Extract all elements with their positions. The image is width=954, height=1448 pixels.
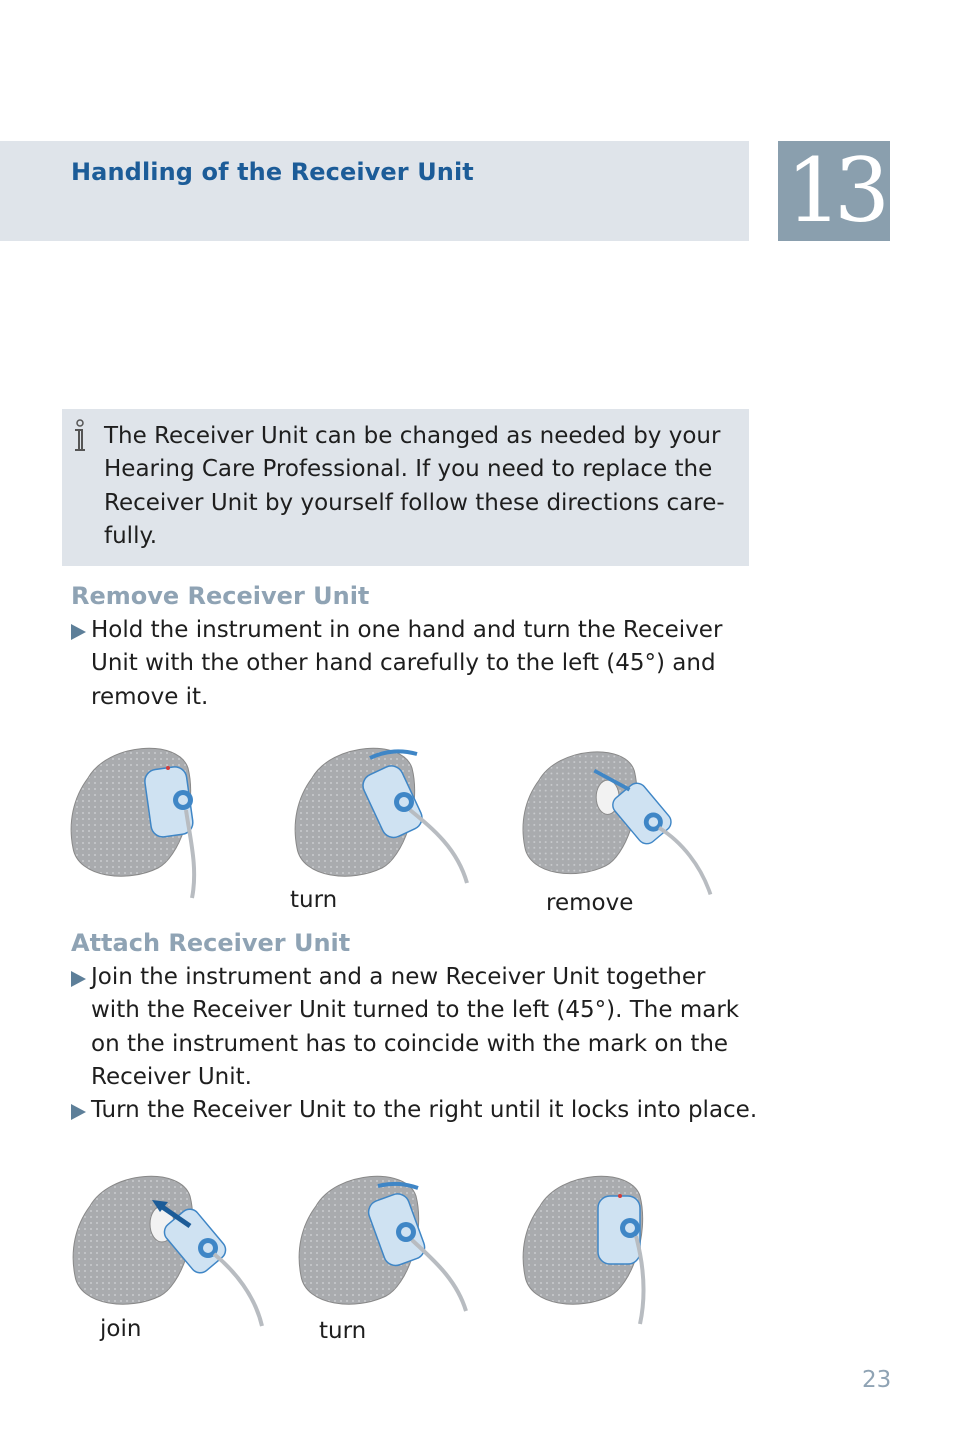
figure-turn-receiver xyxy=(292,738,492,908)
figure-locked-receiver xyxy=(520,1166,720,1336)
caption-join: join xyxy=(100,1316,142,1342)
attach-step-2-text: Turn the Receiver Unit to the right until it locks into place. xyxy=(91,1097,758,1123)
bullet-arrow-icon xyxy=(71,1104,86,1120)
attach-step-1 xyxy=(71,961,751,1094)
chapter-number: 13 xyxy=(786,141,882,241)
caption-turn-lock: turn xyxy=(319,1318,367,1344)
attach-section-heading: Attach Receiver Unit xyxy=(71,929,351,957)
chapter-badge xyxy=(778,141,890,241)
info-icon xyxy=(72,419,88,455)
attach-step-2 xyxy=(71,1094,781,1127)
info-note-text: The Receiver Unit can be changed as needed by your Hearing Care Professional. If you need to replace the Receiver Unit by yourself follow these directions care-fully. xyxy=(104,423,725,549)
bullet-arrow-icon xyxy=(71,971,86,987)
page-title: Handling of the Receiver Unit xyxy=(71,158,474,186)
page-number: 23 xyxy=(862,1367,892,1393)
attach-step-1-text: Join the instrument and a new Receiver Unit together with the Receiver Unit turned to the left (45°). The mark on the instrument has to coincide with the mark on the Receiver Unit. xyxy=(91,964,740,1090)
remove-section-heading: Remove Receiver Unit xyxy=(71,582,370,610)
figure-turn-to-lock xyxy=(296,1166,496,1336)
caption-turn: turn xyxy=(290,887,338,913)
figure-hold-instrument xyxy=(68,738,268,908)
remove-step-1-text: Hold the instrument in one hand and turn the Receiver Unit with the other hand carefully to the left (45°) and remove it. xyxy=(91,617,723,710)
figure-remove-receiver xyxy=(520,738,720,908)
caption-remove: remove xyxy=(546,890,634,916)
header-band xyxy=(0,141,749,241)
figure-join-receiver xyxy=(70,1166,270,1336)
remove-step-1 xyxy=(71,614,751,714)
bullet-arrow-icon xyxy=(71,624,86,640)
